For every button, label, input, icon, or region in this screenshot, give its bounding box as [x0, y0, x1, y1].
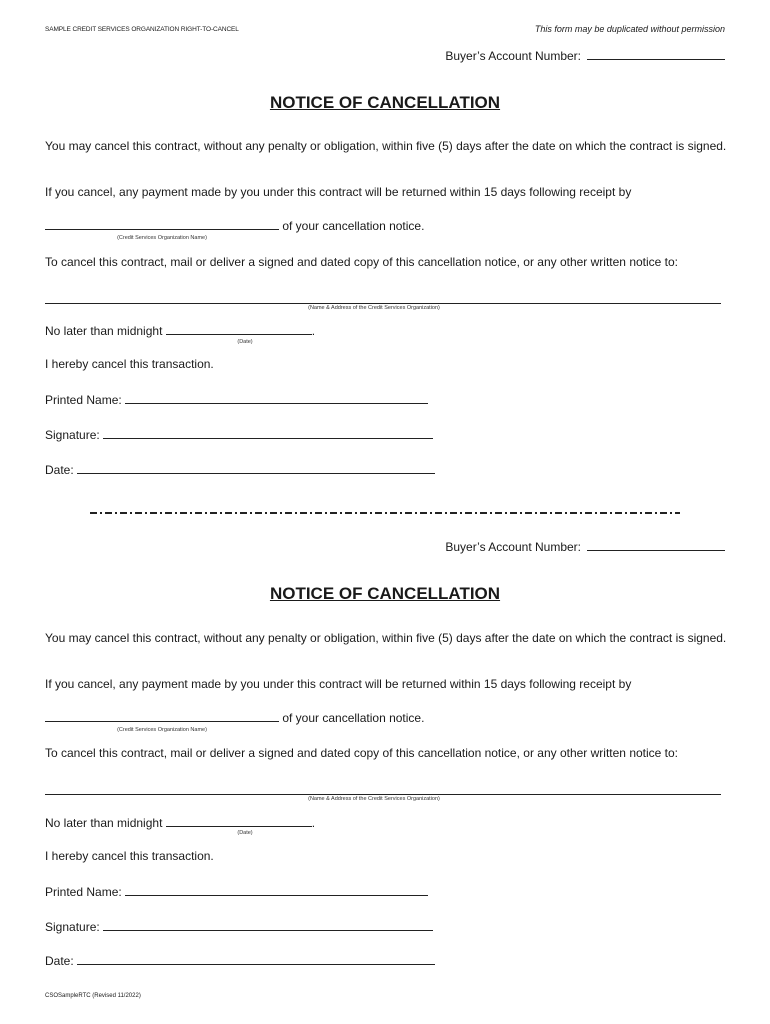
paragraph-mail-to-2: To cancel this contract, mail or deliver a signed and dated copy of this cancellation notice, or any other written notice to: [45, 746, 679, 760]
header-left-text: SAMPLE CREDIT SERVICES ORGANIZATION RIGHT-TO-CANCEL [45, 26, 239, 33]
date-caption: (Date) [237, 830, 253, 836]
signature-row-1 [45, 427, 433, 442]
account-number-field[interactable] [587, 48, 725, 60]
printed-name-field[interactable] [125, 884, 428, 896]
midnight-row-1 [45, 323, 315, 338]
signature-label: Signature: [45, 920, 100, 934]
account-number-field[interactable] [587, 539, 725, 551]
date-field[interactable] [77, 462, 435, 474]
date-row-2 [45, 953, 435, 968]
cso-address-caption: (Name & Address of the Credit Services Organization) [308, 305, 440, 311]
header-right-text: This form may be duplicated without permission [534, 24, 725, 34]
notice-title-2: NOTICE OF CANCELLATION [269, 584, 501, 603]
date-caption: (Date) [237, 339, 253, 345]
cso-address-field[interactable] [45, 292, 721, 304]
receipt-suffix: of your cancellation notice. [282, 711, 425, 725]
signature-row-2 [45, 919, 433, 934]
paragraph-refund-2: If you cancel, any payment made by you under this contract will be returned within 15 days following receipt by [45, 677, 632, 691]
printed-name-row-2 [45, 884, 428, 899]
printed-name-label: Printed Name: [45, 393, 122, 407]
midnight-date-field[interactable] [166, 323, 312, 335]
printed-name-label: Printed Name: [45, 885, 122, 899]
footer-revision: CSOSampleRTC (Revised 11/2022) [45, 993, 141, 999]
printed-name-row-1 [45, 392, 428, 407]
cancel-statement-2: I hereby cancel this transaction. [45, 849, 214, 863]
cut-line-separator [90, 512, 680, 514]
midnight-date-field[interactable] [166, 815, 312, 827]
paragraph-cancel-rights-1: You may cancel this contract, without any penalty or obligation, within five (5) days after the date on which the contract is signed. [45, 139, 727, 153]
account-number-label: Buyer’s Account Number: [445, 49, 581, 63]
date-label: Date: [45, 463, 74, 477]
signature-label: Signature: [45, 428, 100, 442]
cso-name-field[interactable] [45, 218, 279, 230]
date-row-1 [45, 462, 435, 477]
midnight-period: . [311, 324, 316, 338]
receipt-suffix: of your cancellation notice. [282, 219, 425, 233]
date-field[interactable] [77, 953, 435, 965]
paragraph-cancel-rights-2: You may cancel this contract, without any penalty or obligation, within five (5) days after the date on which the contract is signed. [45, 631, 727, 645]
notice-title-1: NOTICE OF CANCELLATION [269, 93, 501, 112]
account-number-row-2 [445, 539, 725, 554]
cso-name-field[interactable] [45, 710, 279, 722]
signature-field[interactable] [103, 919, 433, 931]
midnight-period: . [311, 816, 316, 830]
account-number-label: Buyer’s Account Number: [445, 540, 581, 554]
receipt-row-1 [45, 218, 424, 233]
cso-name-caption: (Credit Services Organization Name) [117, 727, 207, 733]
midnight-row-2 [45, 815, 315, 830]
paragraph-mail-to-1: To cancel this contract, mail or deliver a signed and dated copy of this cancellation notice, or any other written notice to: [45, 255, 679, 269]
cso-address-caption: (Name & Address of the Credit Services Organization) [308, 796, 440, 802]
cancel-statement-1: I hereby cancel this transaction. [45, 357, 214, 371]
printed-name-field[interactable] [125, 392, 428, 404]
cso-address-field[interactable] [45, 783, 721, 795]
paragraph-refund-1: If you cancel, any payment made by you under this contract will be returned within 15 days following receipt by [45, 185, 632, 199]
receipt-row-2 [45, 710, 424, 725]
midnight-label: No later than midnight [45, 324, 163, 338]
account-number-row-1 [445, 48, 725, 63]
signature-field[interactable] [103, 427, 433, 439]
midnight-label: No later than midnight [45, 816, 163, 830]
date-label: Date: [45, 954, 74, 968]
cso-name-caption: (Credit Services Organization Name) [117, 235, 207, 241]
